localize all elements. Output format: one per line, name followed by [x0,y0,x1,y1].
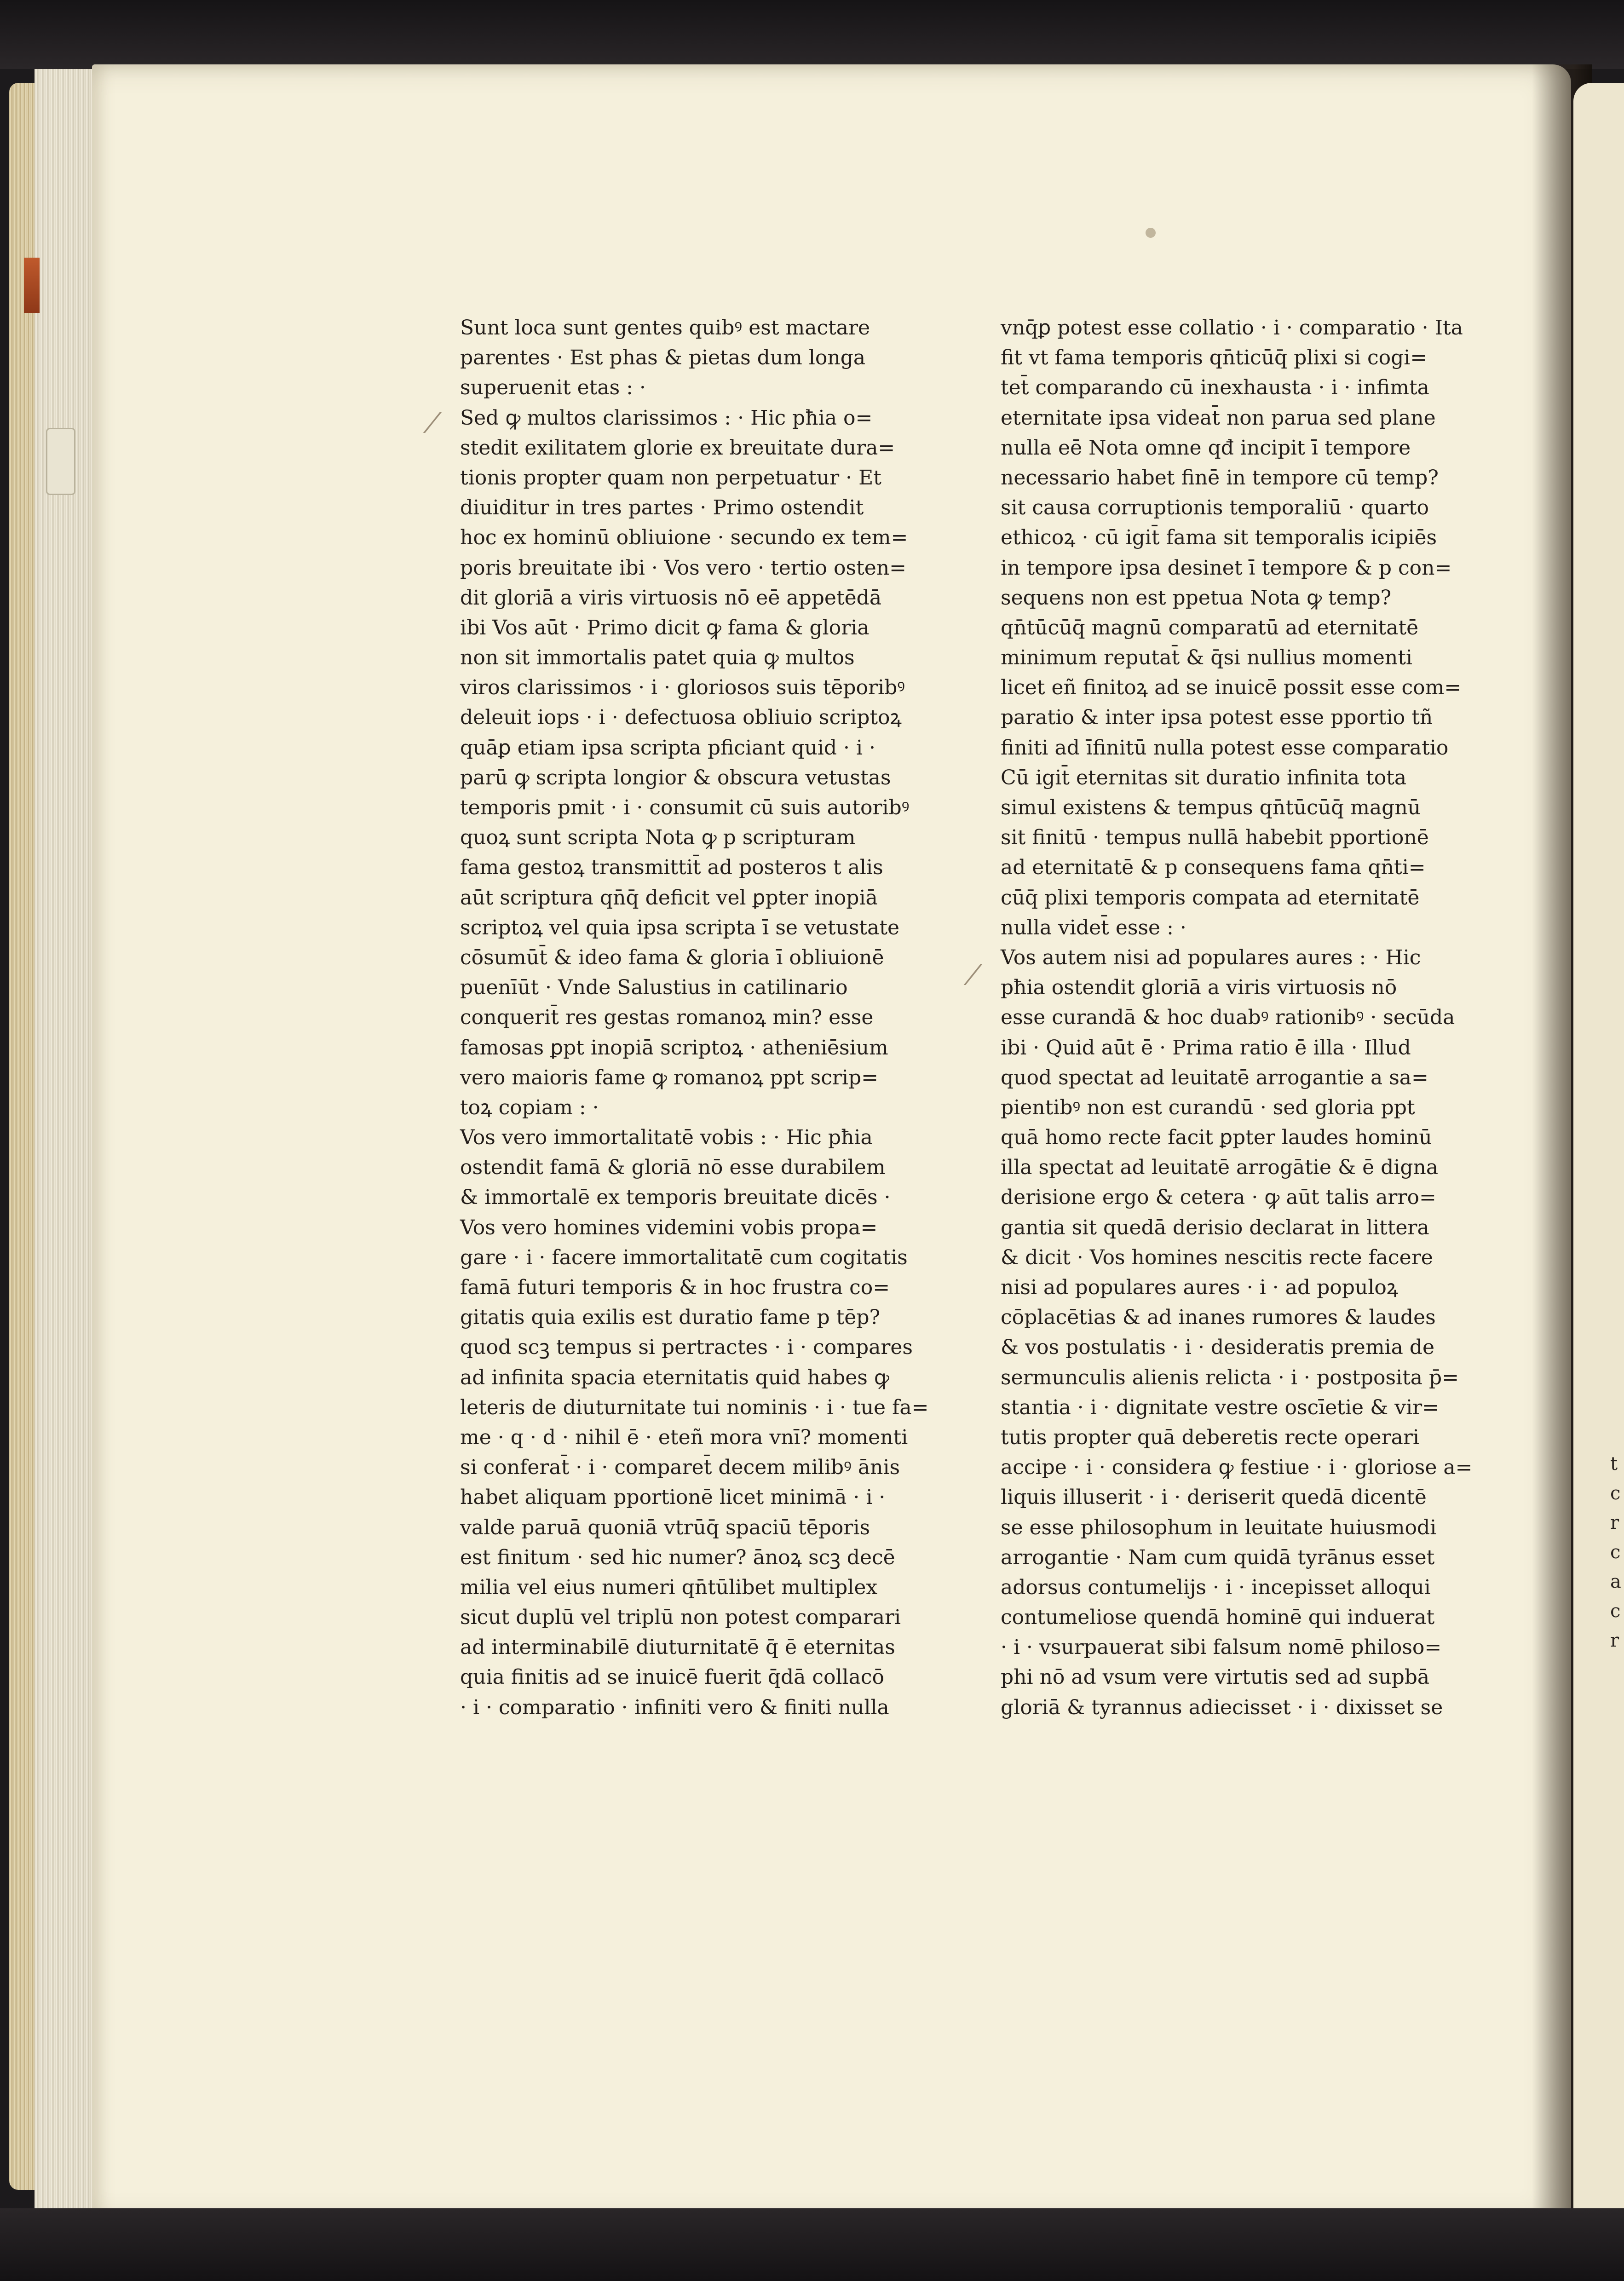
text-line: phi nō ad vsum vere virtutis sed ad supbā [1001,1665,1430,1689]
text-line: eternitate ipsa videat̄ non parua sed plane [1001,406,1436,430]
text-line: licet eñ finitoꝝ ad se inuicē possit esse com= [1001,676,1462,700]
text-line: gare · i · facere immortalitatē cum cogitatis [460,1245,908,1269]
text-line: derisione ergo & cetera · ꝙ aūt talis arro= [1001,1186,1436,1210]
text-line: arrogantie · Nam cum quidā tyrānus esset [1001,1545,1435,1569]
text-line: finiti ad īfinitū nulla potest esse comparatio [1001,736,1449,760]
text-line: pħia ostendit gloriā a viris virtuosis nō [1001,976,1397,1000]
text-line: quod scꝫ tempus si pertractes · i · compares [460,1336,913,1359]
text-line: · i · vsurpauerat sibi falsum nomē philoso= [1001,1636,1442,1659]
fragment-letter: c [1610,1542,1621,1563]
text-line: ethicoꝝ · cū igit̄ fama sit temporalis icipiēs [1001,526,1437,550]
text-line: diuiditur in tres partes · Primo ostendit [460,496,864,520]
text-line: Vos vero homines videmini vobis propa= [460,1215,878,1239]
text-line: parū ꝙ scripta longior & obscura vetustas [460,766,891,789]
text-line: deleuit iops · i · defectuosa obliuio scriptoꝝ [460,706,902,730]
text-line: scriptoꝝ vel quia ipsa scripta ī se vetustate [460,916,900,939]
recto-text-fragment [1610,1449,1624,1655]
text-line: in tempore ipsa desinet ī tempore & p con= [1001,556,1452,580]
recto-page-edge [1573,83,1624,2227]
text-line: sicut duplū vel triplū non potest comparari [460,1606,901,1630]
text-line: si conferat̄ · i · comparet̄ decem milibꝰ ānis [460,1456,900,1480]
text-line: minimum reputat̄ & q̄si nullius momenti [1001,646,1412,670]
text-line: ibi · Quid aūt ē · Prima ratio ē illa · Illud [1001,1036,1411,1060]
text-line: gantia sit quedā derisio declarat in littera [1001,1215,1429,1239]
text-line: illa spectat ad leuitatē arrogātie & ē digna [1001,1156,1439,1180]
text-line: stedit exilitatem glorie ex breuitate dura= [460,436,895,460]
text-line: hoc ex hominū obliuione · secundo ex tem= [460,526,908,550]
text-line: nulla eē Nota omne qđ incipit ī tempore [1001,436,1411,460]
text-line: sit finitū · tempus nullā habebit pportionē [1001,826,1429,850]
fragment-letter: c [1610,1483,1621,1504]
text-line: temporis pmit · i · consumit cū suis autoribꝰ [460,796,910,819]
text-line: Sunt loca sunt gentes quibꝰ est mactare [460,316,870,340]
text-line: Vos autem nisi ad populares aures : · Hic [1001,945,1421,969]
text-line: & immortalē ex temporis breuitate dicēs · [460,1186,891,1210]
text-line: esse curandā & hoc duabꝰ rationibꝰ · secūda [1001,1006,1455,1030]
fragment-letter: a [1610,1571,1621,1592]
text-line: qn̄tūcūq̄ magnū comparatū ad eternitatē [1001,616,1419,639]
text-line: vero maioris fame ꝙ romanoꝝ ppt scrip= [460,1066,878,1089]
text-line: paratio & inter ipsa potest esse pportio tñ [1001,706,1433,730]
text-line: leteris de diuturnitate tui nominis · i · tue fa= [460,1395,929,1419]
fragment-letter: t [1610,1453,1618,1475]
text-line: pientibꝰ non est curandū · sed gloria ppt [1001,1095,1415,1119]
text-line: vnq̄ꝑ potest esse collatio · i · comparatio · Ita [1001,316,1463,340]
text-line: · i · comparatio · infiniti vero & finiti nulla [460,1695,889,1719]
text-line: poris breuitate ibi · Vos vero · tertio osten= [460,556,907,580]
marginal-mark: ⁄ [971,959,976,991]
text-line: est finitum · sed hic numer? ānoꝝ scꝫ decē [460,1545,895,1569]
text-line: necessario habet finē in tempore cū temp? [1001,466,1439,490]
text-line: ibi Vos aūt · Primo dicit ꝙ fama & gloria [460,616,870,639]
text-line: tet̄ comparando cū inexhausta · i · infimta [1001,376,1429,400]
book-cover-top [0,0,1624,69]
text-line: famā futuri temporis & in hoc frustra co= [460,1276,890,1299]
text-line: ostendit famā & gloriā nō esse durabilem [460,1156,886,1180]
text-line: cūq̄ plixi temporis compata ad eternitatē [1001,886,1420,910]
right-text-column [1001,313,1473,1722]
text-line: liquis illuserit · i · deriserit quedā dicentē [1001,1486,1427,1509]
text-line: tionis propter quam non perpetuatur · Et [460,466,881,490]
text-line: accipe · i · considera ꝙ festiue · i · gloriose a= [1001,1456,1473,1480]
page-stack [35,69,97,2213]
text-line: sequens non est ppetua Nota ꝙ temp? [1001,586,1392,610]
text-line: conquerit̄ res gestas romanoꝝ min? esse [460,1006,874,1030]
text-line: simul existens & tempus qn̄tūcūq̄ magnū [1001,796,1421,819]
marginal-mark: ⁄ [430,407,435,439]
text-line: fama gestoꝝ transmittit̄ ad posteros t alis [460,856,883,880]
text-line: adorsus contumelijs · i · incepisset alloqui [1001,1575,1431,1599]
text-line: sit causa corruptionis temporaliū · quarto [1001,496,1429,520]
text-line: tutis propter quā deberetis recte operari [1001,1425,1419,1449]
text-line: se esse philosophum in leuitate huiusmodi [1001,1515,1437,1539]
text-line: stantia · i · dignitate vestre oscīetie & vir= [1001,1395,1440,1419]
text-line: quod spectat ad leuitatē arrogantie a sa= [1001,1066,1428,1089]
text-line: cōsumūt̄ & ideo fama & gloria ī obliuionē [460,945,884,969]
text-line: Cū igit̄ eternitas sit duratio infinita tota [1001,766,1407,789]
text-line: aūt scriptura qn̄q̄ deficit vel ꝑpter inopiā [460,886,878,910]
text-line: contumeliose quendā hominē qui induerat [1001,1606,1435,1630]
fragment-letter: c [1610,1601,1621,1622]
text-line: famosas ꝑpt inopiā scriptoꝝ · atheniēsium [460,1036,888,1060]
text-line: ad eternitatē & p consequens fama qn̄ti= [1001,856,1426,880]
ink-smudge [1146,228,1156,238]
text-line: sermunculis alienis relicta · i · postposita p̄= [1001,1365,1459,1389]
fragment-letter: r [1610,1630,1619,1651]
text-line: dit gloriā a viris virtuosis nō eē appetēdā [460,586,882,610]
text-line: Sed ꝙ multos clarissimos : · Hic pħia o= [460,406,873,430]
text-line: & vos postulatis · i · desideratis premia de [1001,1336,1435,1359]
text-line: non sit immortalis patet quia ꝙ multos [460,646,855,670]
text-line: & dicit · Vos homines nescitis recte facere [1001,1245,1433,1269]
text-line: fit vt fama temporis qn̄ticūq̄ plixi si cogi= [1001,346,1428,370]
text-line: habet aliquam pportionē licet minimā · i · [460,1486,886,1509]
bookmark-ribbon [24,258,40,313]
text-line: gitatis quia exilis est duratio fame p tēp? [460,1306,881,1330]
text-line: Vos vero immortalitatē vobis : · Hic pħia [460,1126,873,1150]
text-line: viros clarissimos · i · gloriosos suis tēporibꝰ [460,676,905,700]
text-line: milia vel eius numeri qn̄tūlibet multiplex [460,1575,878,1599]
text-line: puenīūt · Vnde Salustius in catilinario [460,976,848,1000]
page-tab-marker [46,428,75,495]
text-line: quia finitis ad se inuicē fuerit q̄dā collacō [460,1665,884,1689]
text-line: quāꝑ etiam ipsa scripta pficiant quid · i · [460,736,876,760]
book-cover-bottom [0,2208,1624,2281]
fragment-letter: r [1610,1512,1619,1533]
left-text-column [460,313,929,1722]
text-line: ad interminabilē diuturnitatē q̄ ē eternitas [460,1636,895,1659]
text-line: quoꝝ sunt scripta Nota ꝙ p scripturam [460,826,856,850]
text-line: gloriā & tyrannus adiecisset · i · dixisset se [1001,1695,1443,1719]
text-line: cōplacētias & ad inanes rumores & laudes [1001,1306,1436,1330]
text-line: nisi ad populares aures · i · ad populoꝝ [1001,1276,1399,1299]
text-line: toꝝ copiam : · [460,1095,599,1119]
text-line: superuenit etas : · [460,376,646,400]
text-line: me · q · d · nihil ē · eteñ mora vnī? momenti [460,1425,908,1449]
text-line: nulla videt̄ esse : · [1001,916,1186,939]
text-line: valde paruā quoniā vtrūq̄ spaciū tēporis [460,1515,870,1539]
text-line: quā homo recte facit ꝑpter laudes hominū [1001,1126,1432,1150]
text-line: ad infinita spacia eternitatis quid habes ꝙ [460,1365,889,1389]
text-line: parentes · Est phas & pietas dum longa [460,346,866,370]
